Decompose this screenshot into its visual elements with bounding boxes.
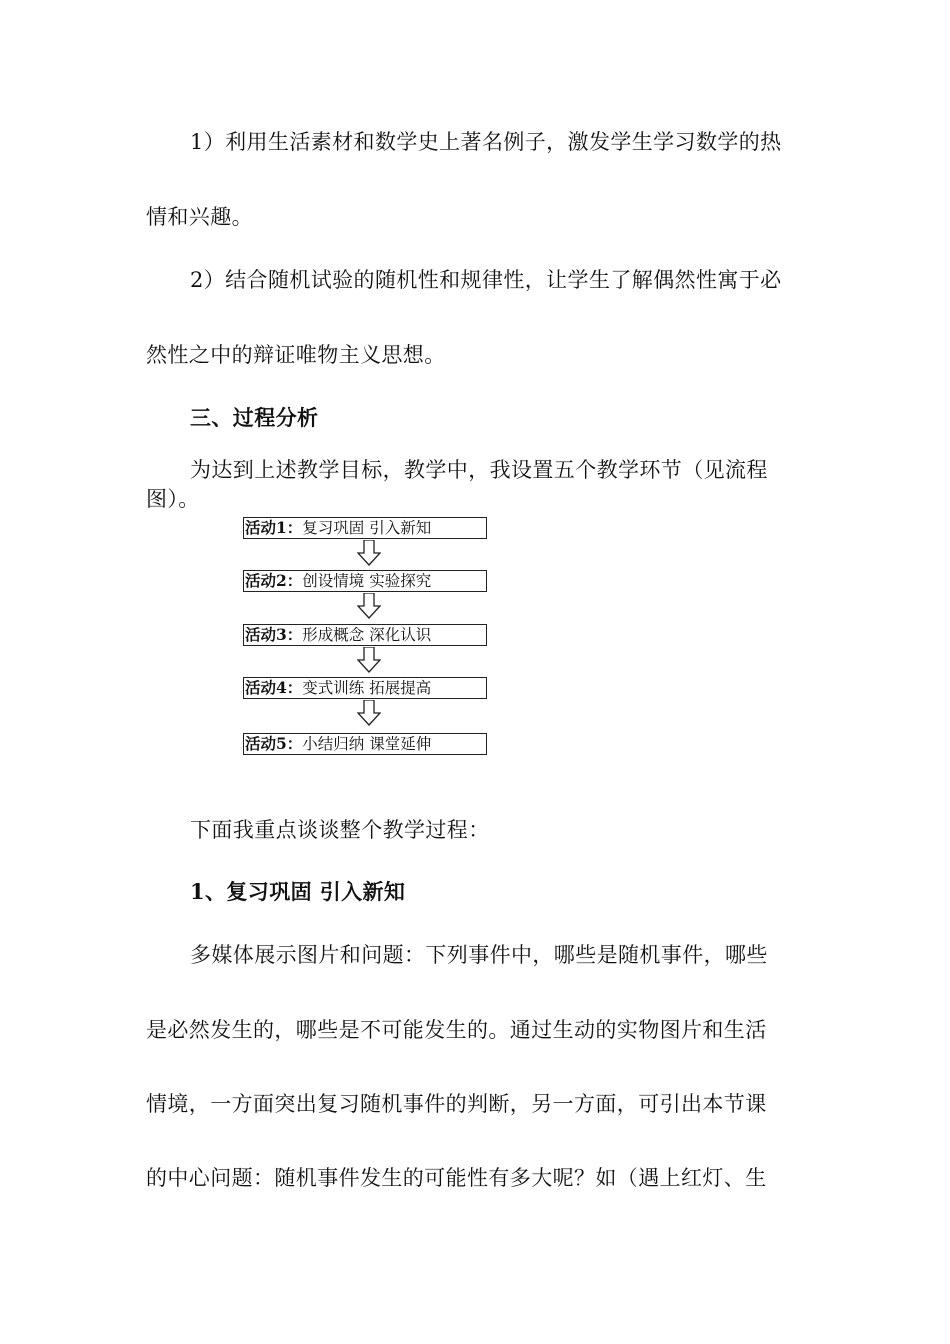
paragraph-2-line-1: 2）结合随机试验的随机性和规律性，让学生了解偶然性寓于必: [190, 268, 782, 292]
down-arrow-icon: [357, 593, 381, 619]
flow-step-text: 形成概念 深化认识: [302, 626, 432, 644]
flow-step-tag: 活动2：: [245, 571, 303, 590]
flow-step-4: [243, 677, 487, 699]
transition-paragraph: 下面我重点谈谈整个教学过程：: [190, 818, 490, 842]
flow-step-tag: 活动3：: [245, 625, 303, 644]
intro-line-2: 图）。: [146, 487, 200, 511]
down-arrow-icon: [357, 647, 381, 673]
section-1-heading: 1、复习巩固 引入新知: [190, 879, 406, 904]
body-line-4: 的中心问题：随机事件发生的可能性有多大呢？如（遇上红灯、生: [146, 1166, 767, 1190]
paragraph-1-line-2: 情和兴趣。: [146, 205, 253, 229]
flow-step-text: 变式训练 拓展提高: [302, 679, 432, 697]
flow-step-1: [243, 517, 487, 539]
paragraph-2-line-2: 然性之中的辩证唯物主义思想。: [146, 343, 446, 367]
paragraph-1-line-1: 1）利用生活素材和数学史上著名例子，激发学生学习数学的热: [190, 130, 782, 154]
flowchart: [243, 517, 493, 762]
body-line-2: 是必然发生的，哪些是不可能发生的。通过生动的实物图片和生活: [146, 1018, 767, 1042]
section-heading-process-analysis: 三、过程分析: [190, 405, 319, 430]
flow-step-2: [243, 570, 487, 592]
intro-line-1: 为达到上述教学目标，教学中，我设置五个教学环节（见流程: [190, 458, 768, 482]
body-line-3: 情境，一方面突出复习随机事件的判断，另一方面，可引出本节课: [146, 1092, 767, 1116]
flow-step-tag: 活动5：: [245, 734, 303, 753]
flow-step-text: 创设情境 实验探究: [302, 572, 432, 590]
flow-step-3: [243, 624, 487, 646]
down-arrow-icon: [357, 700, 381, 726]
body-line-1: 多媒体展示图片和问题：下列事件中，哪些是随机事件，哪些: [190, 943, 768, 967]
down-arrow-icon: [357, 540, 381, 566]
flow-step-tag: 活动1：: [245, 518, 303, 537]
flow-step-tag: 活动4：: [245, 678, 303, 697]
flow-step-text: 复习巩固 引入新知: [302, 519, 432, 537]
flow-step-text: 小结归纳 课堂延伸: [302, 735, 432, 753]
flow-step-5: [243, 733, 487, 755]
